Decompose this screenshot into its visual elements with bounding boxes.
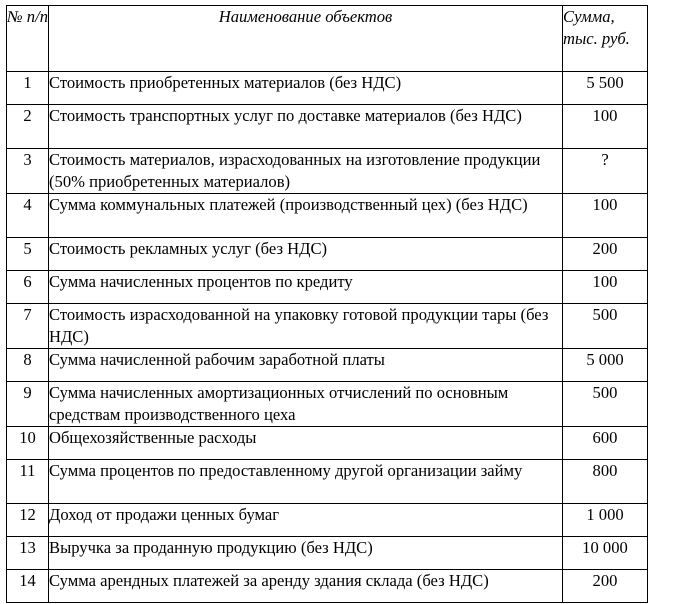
- row-number: 4: [7, 194, 49, 238]
- row-sum: 500: [563, 382, 648, 427]
- row-name: Сумма коммунальных платежей (производственный цех) (без НДС): [49, 194, 563, 238]
- row-number: 13: [7, 537, 49, 570]
- table-row: [7, 570, 648, 603]
- row-number: 8: [7, 349, 49, 382]
- header-name: Наименование объектов: [49, 6, 563, 72]
- table-row: [7, 349, 648, 382]
- row-number: 1: [7, 72, 49, 105]
- row-number: 9: [7, 382, 49, 427]
- header-number: № п/п: [7, 6, 49, 72]
- table-row: [7, 537, 648, 570]
- row-number: 11: [7, 460, 49, 504]
- row-sum: ?: [563, 149, 648, 194]
- row-number: 5: [7, 238, 49, 271]
- row-number: 14: [7, 570, 49, 603]
- row-number: 6: [7, 271, 49, 304]
- row-name: Сумма процентов по предоставленному другой организации займу: [49, 460, 563, 504]
- row-name: Стоимость транспортных услуг по доставке материалов (без НДС): [49, 105, 563, 149]
- row-sum: 200: [563, 238, 648, 271]
- row-sum: 5 500: [563, 72, 648, 105]
- row-number: 12: [7, 504, 49, 537]
- row-name: Сумма начисленных процентов по кредиту: [49, 271, 563, 304]
- row-sum: 1 000: [563, 504, 648, 537]
- row-name: Стоимость приобретенных материалов (без НДС): [49, 72, 563, 105]
- row-name: Стоимость израсходованной на упаковку готовой продукции тары (без НДС): [49, 304, 563, 349]
- row-sum: 100: [563, 271, 648, 304]
- row-name: Сумма начисленной рабочим заработной платы: [49, 349, 563, 382]
- row-name: Выручка за проданную продукцию (без НДС): [49, 537, 563, 570]
- row-sum: 800: [563, 460, 648, 504]
- row-sum: 5 000: [563, 349, 648, 382]
- row-sum: 100: [563, 105, 648, 149]
- table-row: [7, 238, 648, 271]
- row-name: Общехозяйственные расходы: [49, 427, 563, 460]
- table-row: [7, 194, 648, 238]
- row-name: Стоимость материалов, израсходованных на изготовление продукции (50% приобретенных материалов): [49, 149, 563, 194]
- row-name: Стоимость рекламных услуг (без НДС): [49, 238, 563, 271]
- table-row: [7, 105, 648, 149]
- row-number: 3: [7, 149, 49, 194]
- table-row: [7, 504, 648, 537]
- row-number: 7: [7, 304, 49, 349]
- table-row: [7, 382, 648, 427]
- row-sum: 500: [563, 304, 648, 349]
- header-sum: Сумма, тыс. руб.: [563, 6, 648, 72]
- table-header-row: [7, 6, 648, 72]
- row-sum: 600: [563, 427, 648, 460]
- table-row: [7, 304, 648, 349]
- row-sum: 100: [563, 194, 648, 238]
- table-row: [7, 271, 648, 304]
- row-number: 2: [7, 105, 49, 149]
- row-sum: 10 000: [563, 537, 648, 570]
- row-name: Сумма арендных платежей за аренду здания склада (без НДС): [49, 570, 563, 603]
- table-row: [7, 427, 648, 460]
- row-sum: 200: [563, 570, 648, 603]
- row-number: 10: [7, 427, 49, 460]
- row-name: Сумма начисленных амортизационных отчислений по основным средствам производственного цеха: [49, 382, 563, 427]
- table-row: [7, 460, 648, 504]
- row-name: Доход от продажи ценных бумаг: [49, 504, 563, 537]
- table-row: [7, 149, 648, 194]
- table-row: [7, 72, 648, 105]
- objects-table: [6, 5, 648, 603]
